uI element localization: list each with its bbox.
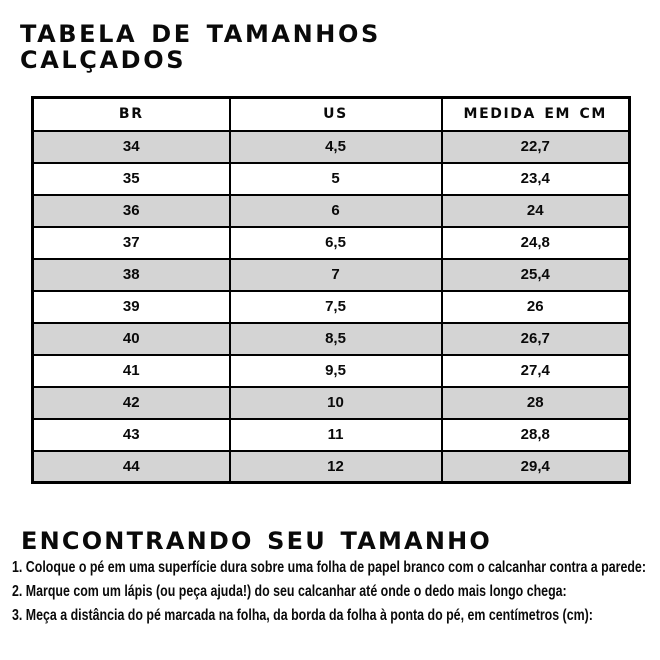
table-row [33,195,630,227]
table-cell: 24 [442,195,630,227]
page-title-line-2: CALÇADOS [20,46,187,74]
table-row [33,131,630,163]
table-cell: 35 [33,163,230,195]
size-table-header-row [33,98,630,131]
page-title [20,21,381,73]
table-cell: 10 [230,387,442,419]
table-cell: 6 [230,195,442,227]
table-cell: 23,4 [442,163,630,195]
table-cell: 24,8 [442,227,630,259]
table-row [33,323,630,355]
table-cell: 43 [33,419,230,451]
table-row [33,419,630,451]
table-row [33,387,630,419]
table-cell: 37 [33,227,230,259]
table-row [33,291,630,323]
table-row [33,163,630,195]
table-cell: 26 [442,291,630,323]
table-cell: 12 [230,451,442,483]
table-row [33,451,630,483]
column-header-cm: MEDIDA EM CM [442,98,630,131]
table-cell: 28,8 [442,419,630,451]
table-cell: 4,5 [230,131,442,163]
table-cell: 7,5 [230,291,442,323]
table-cell: 28 [442,387,630,419]
instruction-step-2: 2. Marque com um lápis (ou peça ajuda!) do seu calcanhar até onde o dedo mais longo chega: [12,583,567,600]
instruction-step-1: 1. Coloque o pé em uma superfície dura sobre uma folha de papel branco com o calcanhar contra a parede: [12,559,646,576]
table-cell: 39 [33,291,230,323]
table-cell: 27,4 [442,355,630,387]
table-cell: 42 [33,387,230,419]
table-cell: 5 [230,163,442,195]
instructions-list [12,556,646,628]
table-row [33,227,630,259]
page-title-line-1: TABELA DE TAMANHOS [20,20,381,48]
column-header-br: BR [33,98,230,131]
size-table [31,96,631,484]
table-cell: 7 [230,259,442,291]
table-cell: 22,7 [442,131,630,163]
table-cell: 36 [33,195,230,227]
table-cell: 9,5 [230,355,442,387]
table-cell: 25,4 [442,259,630,291]
table-row [33,355,630,387]
table-cell: 29,4 [442,451,630,483]
table-cell: 41 [33,355,230,387]
table-cell: 11 [230,419,442,451]
table-cell: 34 [33,131,230,163]
table-cell: 6,5 [230,227,442,259]
size-table-body [33,131,630,483]
table-cell: 44 [33,451,230,483]
table-cell: 40 [33,323,230,355]
table-cell: 38 [33,259,230,291]
table-row [33,259,630,291]
table-cell: 26,7 [442,323,630,355]
instruction-step-3: 3. Meça a distância do pé marcada na folha, da borda da folha à ponta do pé, em centímetros (cm): [12,607,593,624]
section-heading: ENCONTRANDO SEU TAMANHO [21,527,493,555]
table-cell: 8,5 [230,323,442,355]
column-header-us: US [230,98,442,131]
